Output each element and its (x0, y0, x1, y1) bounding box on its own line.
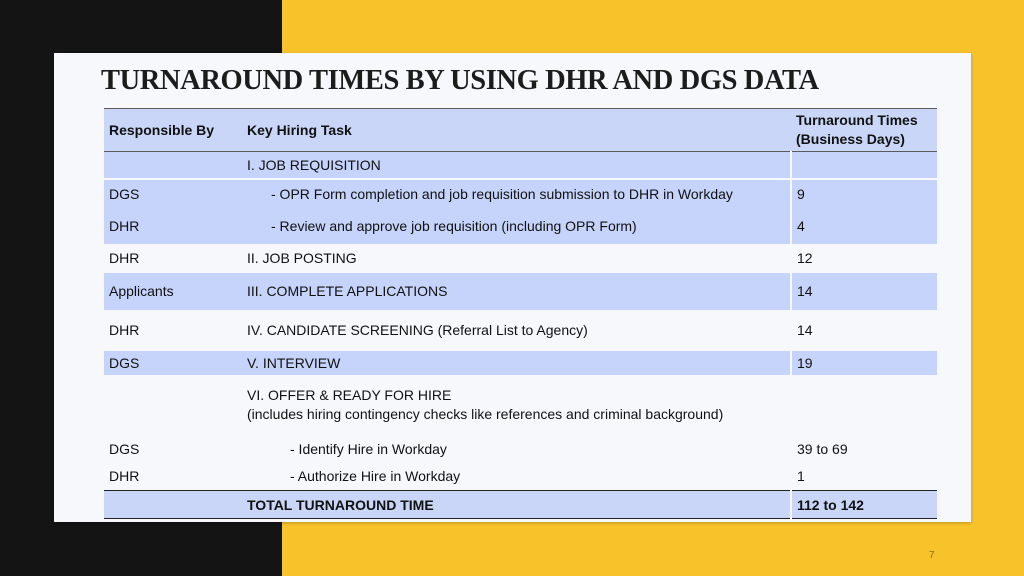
page-number: 7 (929, 550, 935, 561)
row-time: 14 (791, 310, 937, 351)
row-task (242, 375, 791, 435)
row-responsible: DGS (104, 435, 242, 463)
row-responsible: DHR (104, 208, 242, 244)
row-time: 39 to 69 (791, 435, 937, 463)
table-row (104, 435, 937, 463)
header-time-line2: (Business Days) (796, 131, 905, 147)
row-task: - Authorize Hire in Workday (290, 468, 461, 485)
row-task: I. JOB REQUISITION (242, 152, 791, 179)
row-responsible: Applicants (104, 273, 242, 310)
row-responsible: DGS (104, 351, 242, 375)
table-row (104, 179, 937, 208)
row-task: - Review and approve job requisition (including OPR Form) (271, 217, 637, 234)
table-row (104, 273, 937, 310)
header-time (791, 109, 937, 152)
row-time: 14 (791, 273, 937, 310)
table-row (104, 208, 937, 244)
row-responsible: DGS (104, 179, 242, 208)
header-responsible: Responsible By (104, 109, 242, 152)
header-time-line1: Turnaround Times (796, 112, 918, 128)
header-task: Key Hiring Task (242, 109, 791, 152)
table-row (104, 310, 937, 351)
row-task: - OPR Form completion and job requisition submission to DHR in Workday (271, 185, 733, 202)
row-task: II. JOB POSTING (242, 244, 791, 273)
row-time: 4 (791, 208, 937, 244)
table-row (104, 152, 937, 179)
row-time: 1 (791, 463, 937, 491)
row-task: III. COMPLETE APPLICATIONS (242, 273, 791, 310)
row-responsible (104, 375, 242, 435)
row-responsible: DHR (104, 310, 242, 351)
table-row (104, 351, 937, 375)
slide-card (54, 53, 971, 522)
table-header-row (104, 109, 937, 152)
row-responsible: DHR (104, 463, 242, 491)
total-label: TOTAL TURNAROUND TIME (242, 491, 791, 519)
row-task: IV. CANDIDATE SCREENING (Referral List to Agency) (242, 310, 791, 351)
table-row (104, 463, 937, 491)
row-task: V. INTERVIEW (242, 351, 791, 375)
slide-title: TURNAROUND TIMES BY USING DHR AND DGS DATA (101, 65, 819, 96)
table-row (104, 244, 937, 273)
row-responsible (104, 152, 242, 179)
row-task: - Identify Hire in Workday (290, 440, 447, 457)
total-value: 112 to 142 (791, 491, 937, 519)
row-task-line2: (includes hiring contingency checks like references and criminal background) (247, 405, 724, 422)
total-responsible (104, 491, 242, 519)
total-row (104, 491, 937, 519)
row-time: 12 (791, 244, 937, 273)
row-time: 19 (791, 351, 937, 375)
row-time (791, 375, 937, 435)
row-task-line1: VI. OFFER & READY FOR HIRE (247, 386, 452, 403)
row-responsible: DHR (104, 244, 242, 273)
table-row (104, 375, 937, 435)
row-time: 9 (791, 179, 937, 208)
turnaround-table (104, 108, 937, 519)
row-time (791, 152, 937, 179)
